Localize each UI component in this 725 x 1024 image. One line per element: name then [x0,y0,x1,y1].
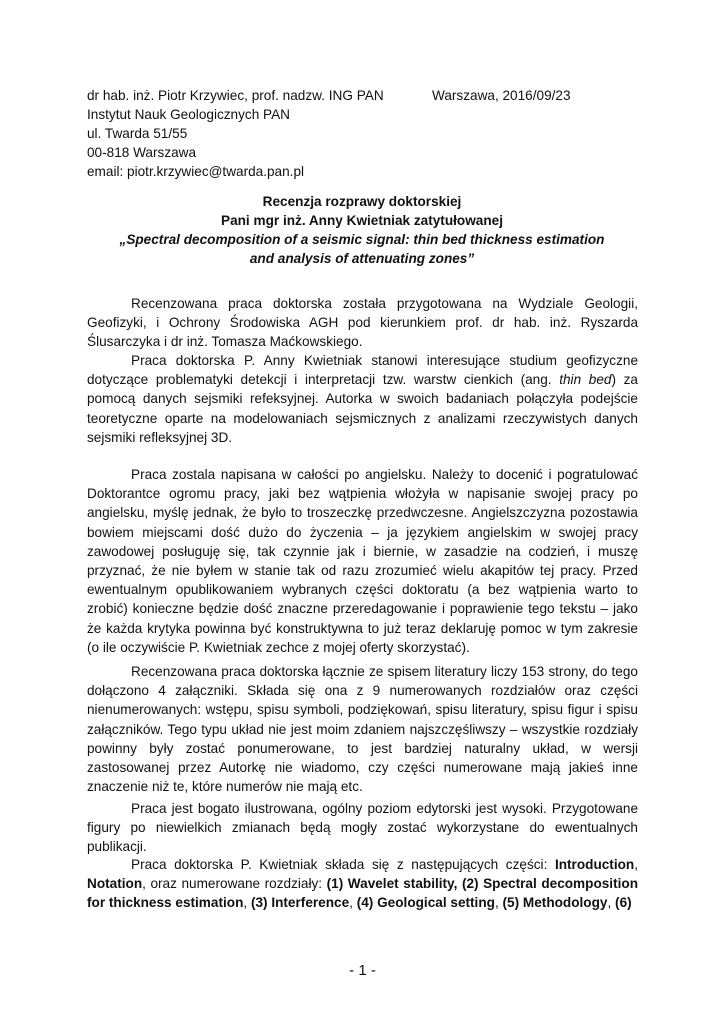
chapter-5: (5) Methodology [502,895,608,911]
institute-line: Instytut Nauk Geologicznych PAN [87,107,290,122]
paragraph-3 [87,465,638,657]
separator: , [349,895,357,911]
paragraph-6-mid: , oraz numerowane rozdziały: [142,876,327,892]
title-line-4: and analysis of attenuating zones” [249,251,475,266]
paragraph-2-part-b: ) za pomocą danych sejsmiki refeksyjnej. Autorka w swoich badaniach połączyła podejście teoretyczne oparte na modelowaniach sejsmicznych z analizami rzeczywistych danych sejsmiki refleksyjnej 3D. [87,372,638,445]
paragraph-4 [87,662,638,796]
paragraph-4-text: Recenzowana praca doktorska łącznie ze spisem literatury liczy 153 strony, do tego dołączono 4 załączniki. Składa się ona z 9 numerowanych rozdziałów oraz części nienumerowanych: wstępu, spisu symboli, podziękowań, spisu literatury, spisu figur i spisu załączników. Tego typu układ nie jest moim zdaniem najszczęśliwszy – wszystkie rozdziały powinny były zostać ponumerowane, to jest bardziej naturalny układ, w wersji zastosowanej przez Autorkę nie wiadomo, czy części numerowane mają jakieś inne znaczenie niż te, które numerów nie mają etc. [87,664,638,795]
chapter-3: (3) Interference [250,895,350,911]
paragraph-6-text [87,855,638,913]
page-number: - 1 - [349,962,376,979]
review-title [87,192,637,268]
section-notation: Notation [87,876,143,892]
postal-line: 00-818 Warszawa [87,145,197,160]
separator: , [607,895,616,911]
title-line-2: Pani mgr inż. Anny Kwietniak zatytułowanej [221,213,503,228]
title-line-3: „Spectral decomposition of a seismic signal: thin bed thickness estimation [119,232,605,247]
chapter-4: (4) Geological setting [356,895,495,911]
paragraph-6 [87,855,638,913]
paragraph-6-intro: Praca doktorska P. Kwietniak składa się z następujących części: [131,857,555,872]
paragraph-1 [87,294,638,352]
title-line-1: Recenzja rozprawy doktorskiej [262,194,462,209]
paragraph-2 [87,351,638,447]
chapters-1-2: (1) Wavelet stability, (2) Spectral decomposition for thickness estimation [87,876,638,911]
document-date: Warszawa, 2016/09/23 [432,88,571,103]
paragraph-2-italic-term: thin bed [559,372,612,388]
author-line: dr hab. inż. Piotr Krzywiec, prof. nadzw. ING PAN [87,88,384,103]
street-line: ul. Twarda 51/55 [87,126,188,141]
section-introduction: Introduction [554,857,635,872]
paragraph-5-text: Praca jest bogato ilustrowana, ogólny poziom edytorski jest wysoki. Przygotowane figury po niewielkich zmianach będą mogły zostać wykorzystane do ewentualnych publikacji. [87,801,638,855]
paragraph-2-part-a: Praca doktorska P. Anny Kwietniak stanowi interesujące studium geofizyczne dotyczące problematyki detekcji i interpretacji tzw. warstw cienkich (ang. [87,353,638,388]
paragraph-5 [87,799,638,857]
separator: , [243,895,251,911]
separator: , [494,895,503,911]
separator: , [634,857,638,872]
paragraph-1-text: Recenzowana praca doktorska została przygotowana na Wydziale Geologii, Geofizyki, i Ochrony Środowiska AGH pod kierunkiem prof. dr hab. inż. Ryszarda Ślusarczyka i dr inż. Tomasza Maćkowskiego. [87,296,638,350]
email-line: email: piotr.krzywiec@twarda.pan.pl [87,164,305,179]
chapter-6: (6) [615,895,632,911]
paragraph-3-text: Praca zostala napisana w całości po angielsku. Należy to docenić i pogratulować Doktorantce ogromu pracy, jaki bez wątpienia włożyła w napisanie swojej pracy po angielsku, myślę jednak, że było to troszeczkę przedwczesne. Angielszczyzna pozostawia bowiem miejscami dość dużo do życzenia – ja językiem angielskim w swojej pracy zawodowej posługuję się, tak czynnie jak i biernie, w zasadzie na codzień, i muszę przyznać, że nie byłem w stanie tak od razu zrozumieć wielu akapitów tej pracy. Przed ewentualnym opublikowaniem wybranych części doktoratu (a bez wątpienia warto to zrobić) konieczne będzie dość znaczne przeredagowanie i poprawienie tego tekstu – jako że każda krytyka powinna być konstruktywna to już teraz deklaruję pomoc w tym zakresie (o ile oczywiście P. Kwietniak zechce z mojej oferty skorzystać). [87,467,638,655]
paragraph-2-text [87,351,638,447]
